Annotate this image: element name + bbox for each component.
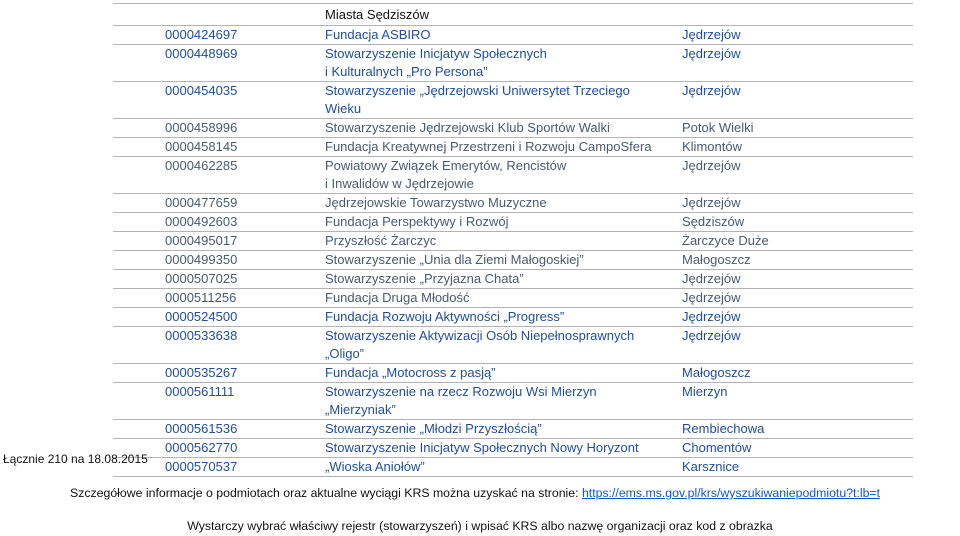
table-row bbox=[113, 439, 913, 458]
table-row bbox=[113, 364, 913, 383]
table-row bbox=[113, 383, 913, 420]
table-row bbox=[113, 232, 913, 251]
krs-search-link[interactable]: https://ems.ms.gov.pl/krs/wyszukiwaniepodmiotu?t:lb=t bbox=[581, 486, 881, 500]
table-row bbox=[113, 327, 913, 364]
krs-number: 0000424697 bbox=[165, 27, 238, 42]
organization-name: Stowarzyszenie „Młodzi Przyszłością” bbox=[325, 421, 542, 436]
krs-number: 0000499350 bbox=[165, 252, 238, 267]
krs-number: 0000561536 bbox=[165, 421, 238, 436]
table-row bbox=[113, 157, 913, 194]
city: Jędrzejów bbox=[682, 271, 741, 286]
organization-name: Jędrzejowskie Towarzystwo Muzyczne bbox=[325, 195, 547, 210]
city: Chomentów bbox=[682, 440, 752, 455]
city: Mierzyn bbox=[682, 384, 728, 399]
krs-number: 0000507025 bbox=[165, 271, 238, 286]
city: Jędrzejów bbox=[682, 290, 741, 305]
table-row bbox=[113, 251, 913, 270]
krs-number: 0000477659 bbox=[165, 195, 238, 210]
info-text: Szczegółowe informacje o podmiotach oraz aktualne wyciągi KRS można uzyskać na stronie: bbox=[70, 486, 582, 500]
city: Małogoszcz bbox=[682, 365, 751, 380]
organization-name: Przyszłość Żarczyc bbox=[325, 233, 437, 248]
city: Małogoszcz bbox=[682, 252, 751, 267]
organization-name: Fundacja Kreatywnej Przestrzeni i Rozwoju CampoSfera bbox=[325, 139, 652, 154]
krs-number: 0000462285 bbox=[165, 158, 238, 173]
city: Jędrzejów bbox=[682, 27, 741, 42]
organization-name: Stowarzyszenie Inicjatyw Społecznych Nowy Horyzont bbox=[325, 440, 639, 455]
city: Jędrzejów bbox=[682, 46, 741, 61]
instruction-line: Wystarczy wybrać właściwy rejestr (stowarzyszeń) i wpisać KRS albo nazwę organizacji oraz kod z obrazka bbox=[187, 519, 773, 533]
krs-number: 0000535267 bbox=[165, 365, 238, 380]
krs-number: 0000458996 bbox=[165, 120, 238, 135]
city: Klimontów bbox=[682, 139, 742, 154]
organization-name: Stowarzyszenie „Jędrzejowski Uniwersytet Trzeciego Wieku bbox=[325, 83, 630, 116]
organization-name: Fundacja ASBIRO bbox=[325, 27, 431, 42]
city: Rembiechowa bbox=[682, 421, 765, 436]
city: Jędrzejów bbox=[682, 83, 741, 98]
registry-table bbox=[113, 3, 913, 477]
organization-name: Stowarzyszenie „Unia dla Ziemi Małogoskiej” bbox=[325, 252, 584, 267]
organization-name: „Wioska Aniołów” bbox=[325, 459, 425, 474]
rows-container bbox=[113, 26, 913, 477]
city: Jędrzejów bbox=[682, 309, 741, 324]
city: Sędziszów bbox=[682, 214, 745, 229]
organization-name: Fundacja Rozwoju Aktywności „Progress” bbox=[325, 309, 565, 324]
table-row bbox=[113, 458, 913, 477]
info-line bbox=[70, 486, 880, 500]
organization-name: Stowarzyszenie Jędrzejowski Klub Sportów Walki bbox=[325, 120, 610, 135]
table-row bbox=[113, 138, 913, 157]
table-row bbox=[113, 289, 913, 308]
table-row bbox=[113, 308, 913, 327]
city: Jędrzejów bbox=[682, 328, 741, 343]
organization-name: Fundacja „Motocross z pasją” bbox=[325, 365, 496, 380]
organization-name: Stowarzyszenie Aktywizacji Osób Niepełnosprawnych „Oligo” bbox=[325, 328, 635, 361]
krs-number: 0000570537 bbox=[165, 459, 238, 474]
table-row bbox=[113, 26, 913, 45]
table-row bbox=[113, 194, 913, 213]
krs-number: 0000458145 bbox=[165, 139, 238, 154]
organization-name: Fundacja Druga Młodość bbox=[325, 290, 470, 305]
table-header-row bbox=[113, 3, 913, 26]
table-row bbox=[113, 45, 913, 82]
organization-name: Stowarzyszenie „Przyjazna Chata” bbox=[325, 271, 524, 286]
table-row bbox=[113, 420, 913, 439]
krs-number: 0000524500 bbox=[165, 309, 238, 324]
city: Żarczyce Duże bbox=[682, 233, 769, 248]
city: Jędrzejów bbox=[682, 158, 741, 173]
organization-name: Fundacja Perspektywy i Rozwój bbox=[325, 214, 509, 229]
krs-number: 0000561111 bbox=[165, 384, 235, 399]
organization-name: Stowarzyszenie Inicjatyw Społecznych i Kulturalnych „Pro Persona” bbox=[325, 46, 547, 79]
table-row bbox=[113, 119, 913, 138]
organization-name: Stowarzyszenie na rzecz Rozwoju Wsi Mierzyn „Mierzyniak” bbox=[325, 384, 597, 417]
krs-number: 0000448969 bbox=[165, 46, 238, 61]
city: Karsznice bbox=[682, 459, 740, 474]
krs-number: 0000511256 bbox=[165, 290, 237, 305]
table-row bbox=[113, 270, 913, 289]
krs-number: 0000495017 bbox=[165, 233, 238, 248]
region-header: Miasta Sędziszów bbox=[325, 7, 430, 22]
table-row bbox=[113, 82, 913, 119]
table-row bbox=[113, 213, 913, 232]
krs-number: 0000454035 bbox=[165, 83, 238, 98]
organization-name: Powiatowy Związek Emerytów, Rencistów i Inwalidów w Jędrzejowie bbox=[325, 158, 567, 191]
city: Potok Wielki bbox=[682, 120, 754, 135]
krs-number: 0000562770 bbox=[165, 440, 238, 455]
total-count-label: Łącznie 210 na 18.08.2015 bbox=[3, 452, 148, 466]
krs-number: 0000533638 bbox=[165, 328, 238, 343]
city: Jędrzejów bbox=[682, 195, 741, 210]
krs-number: 0000492603 bbox=[165, 214, 238, 229]
